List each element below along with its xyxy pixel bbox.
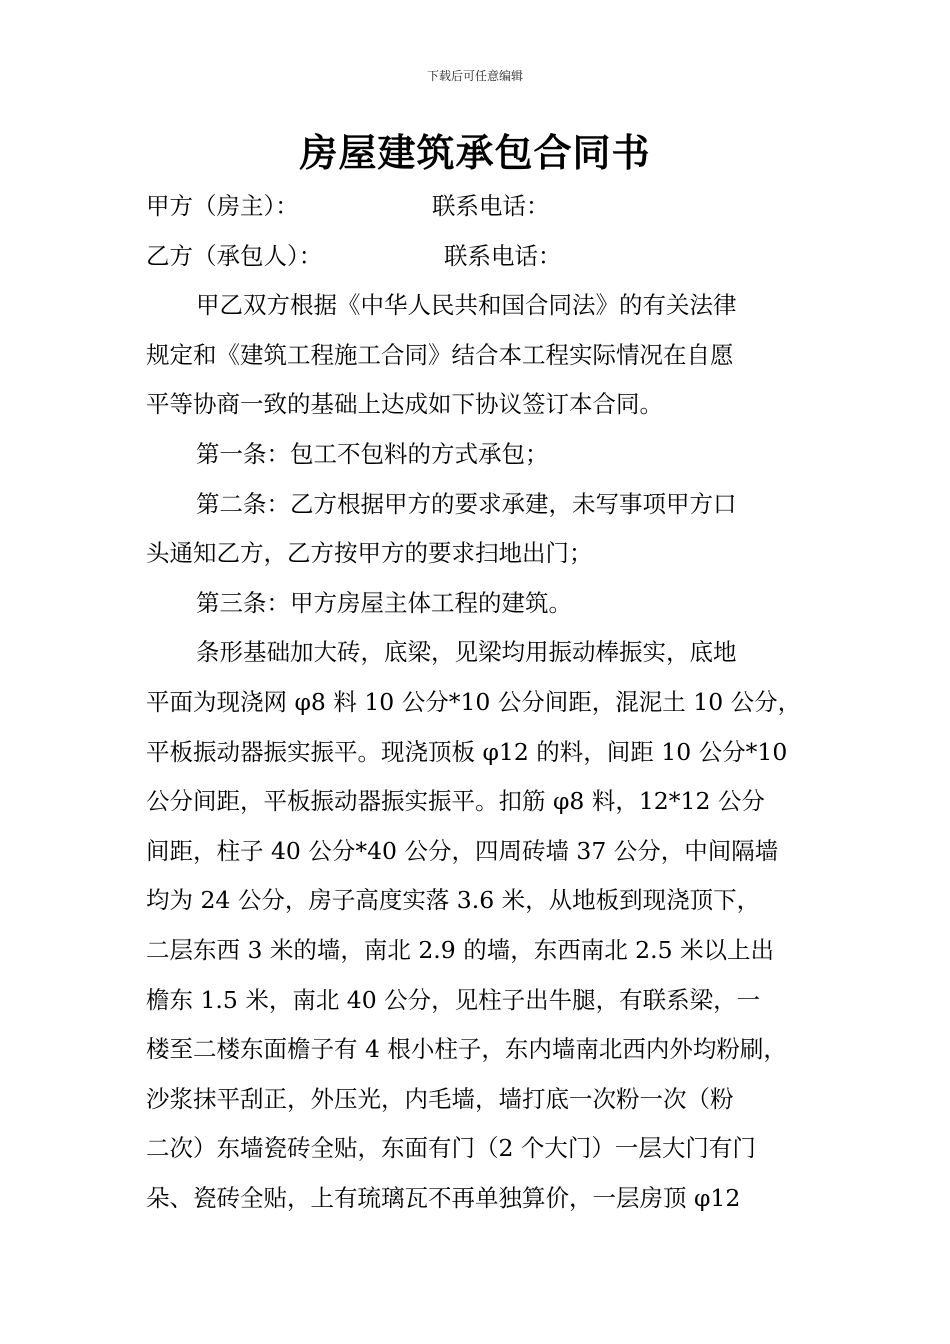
document-title: 房屋建筑承包合同书 — [299, 130, 651, 175]
details-line: 朵、瓷砖全贴，上有琉璃瓦不再单独算价，一层房顶 φ12 — [146, 1183, 741, 1212]
header-note: 下载后可任意编辑 — [426, 69, 523, 83]
intro-line: 甲乙双方根据《中华人民共和国合同法》的有关法律 — [196, 291, 737, 320]
party-a-phone-label: 联系电话： — [432, 192, 550, 220]
article-2-line: 头通知乙方，乙方按甲方的要求扫地出门； — [146, 539, 593, 568]
details-line: 檐东 1.5 米，南北 40 公分，见柱子出牛腿，有联系梁，一 — [146, 985, 761, 1014]
article-3 — [146, 579, 836, 629]
details-line: 条形基础加大砖，底梁，见梁均用振动棒振实，底地 — [196, 638, 737, 667]
intro-paragraph — [146, 281, 836, 430]
party-b-phone-label: 联系电话： — [444, 241, 562, 270]
party-a-label: 甲方（房主）： — [146, 192, 299, 220]
party-b-line — [146, 232, 836, 282]
details-line: 平板振动器振实振平。现浇顶板 φ12 的料，间距 10 公分*10 — [146, 737, 788, 766]
details-line: 二次）东墙瓷砖全贴，东面有门（2 个大门）一层大门有门 — [146, 1134, 756, 1163]
details-line: 均为 24 公分，房子高度实落 3.6 米，从地板到现浇顶下， — [146, 886, 761, 915]
details-line: 二层东西 3 米的墙，南北 2.9 的墙，东西南北 2.5 米以上出 — [146, 935, 775, 964]
details-line: 平面为现浇网 φ8 料 10 公分*10 公分间距，混泥土 10 公分， — [146, 687, 802, 716]
intro-line: 平等协商一致的基础上达成如下协议签订本合同。 — [146, 390, 663, 419]
article-2 — [146, 480, 836, 579]
party-a-line — [146, 182, 836, 232]
details-line: 楼至二楼东面檐子有 4 根小柱子，东内墙南北西内外均粉刷， — [146, 1035, 787, 1064]
details-line: 沙浆抹平刮正，外压光，内毛墙，墙打底一次粉一次（粉 — [146, 1084, 734, 1113]
construction-details — [146, 628, 836, 1223]
details-line: 公分间距，平板振动器振实振平。扣筋 φ8 料，12*12 公分 — [146, 787, 765, 816]
party-b-label: 乙方（承包人）： — [146, 241, 323, 270]
article-3-text: 第三条：甲方房屋主体工程的建筑。 — [196, 588, 572, 617]
article-1 — [146, 430, 836, 480]
article-1-text: 第一条：包工不包料的方式承包； — [196, 439, 549, 468]
intro-line: 规定和《建筑工程施工合同》结合本工程实际情况在自愿 — [146, 340, 734, 369]
document-body — [146, 182, 836, 1223]
details-line: 间距，柱子 40 公分*40 公分，四周砖墙 37 公分，中间隔墙 — [146, 836, 779, 865]
article-2-line: 第二条：乙方根据甲方的要求承建，未写事项甲方口 — [196, 489, 737, 518]
